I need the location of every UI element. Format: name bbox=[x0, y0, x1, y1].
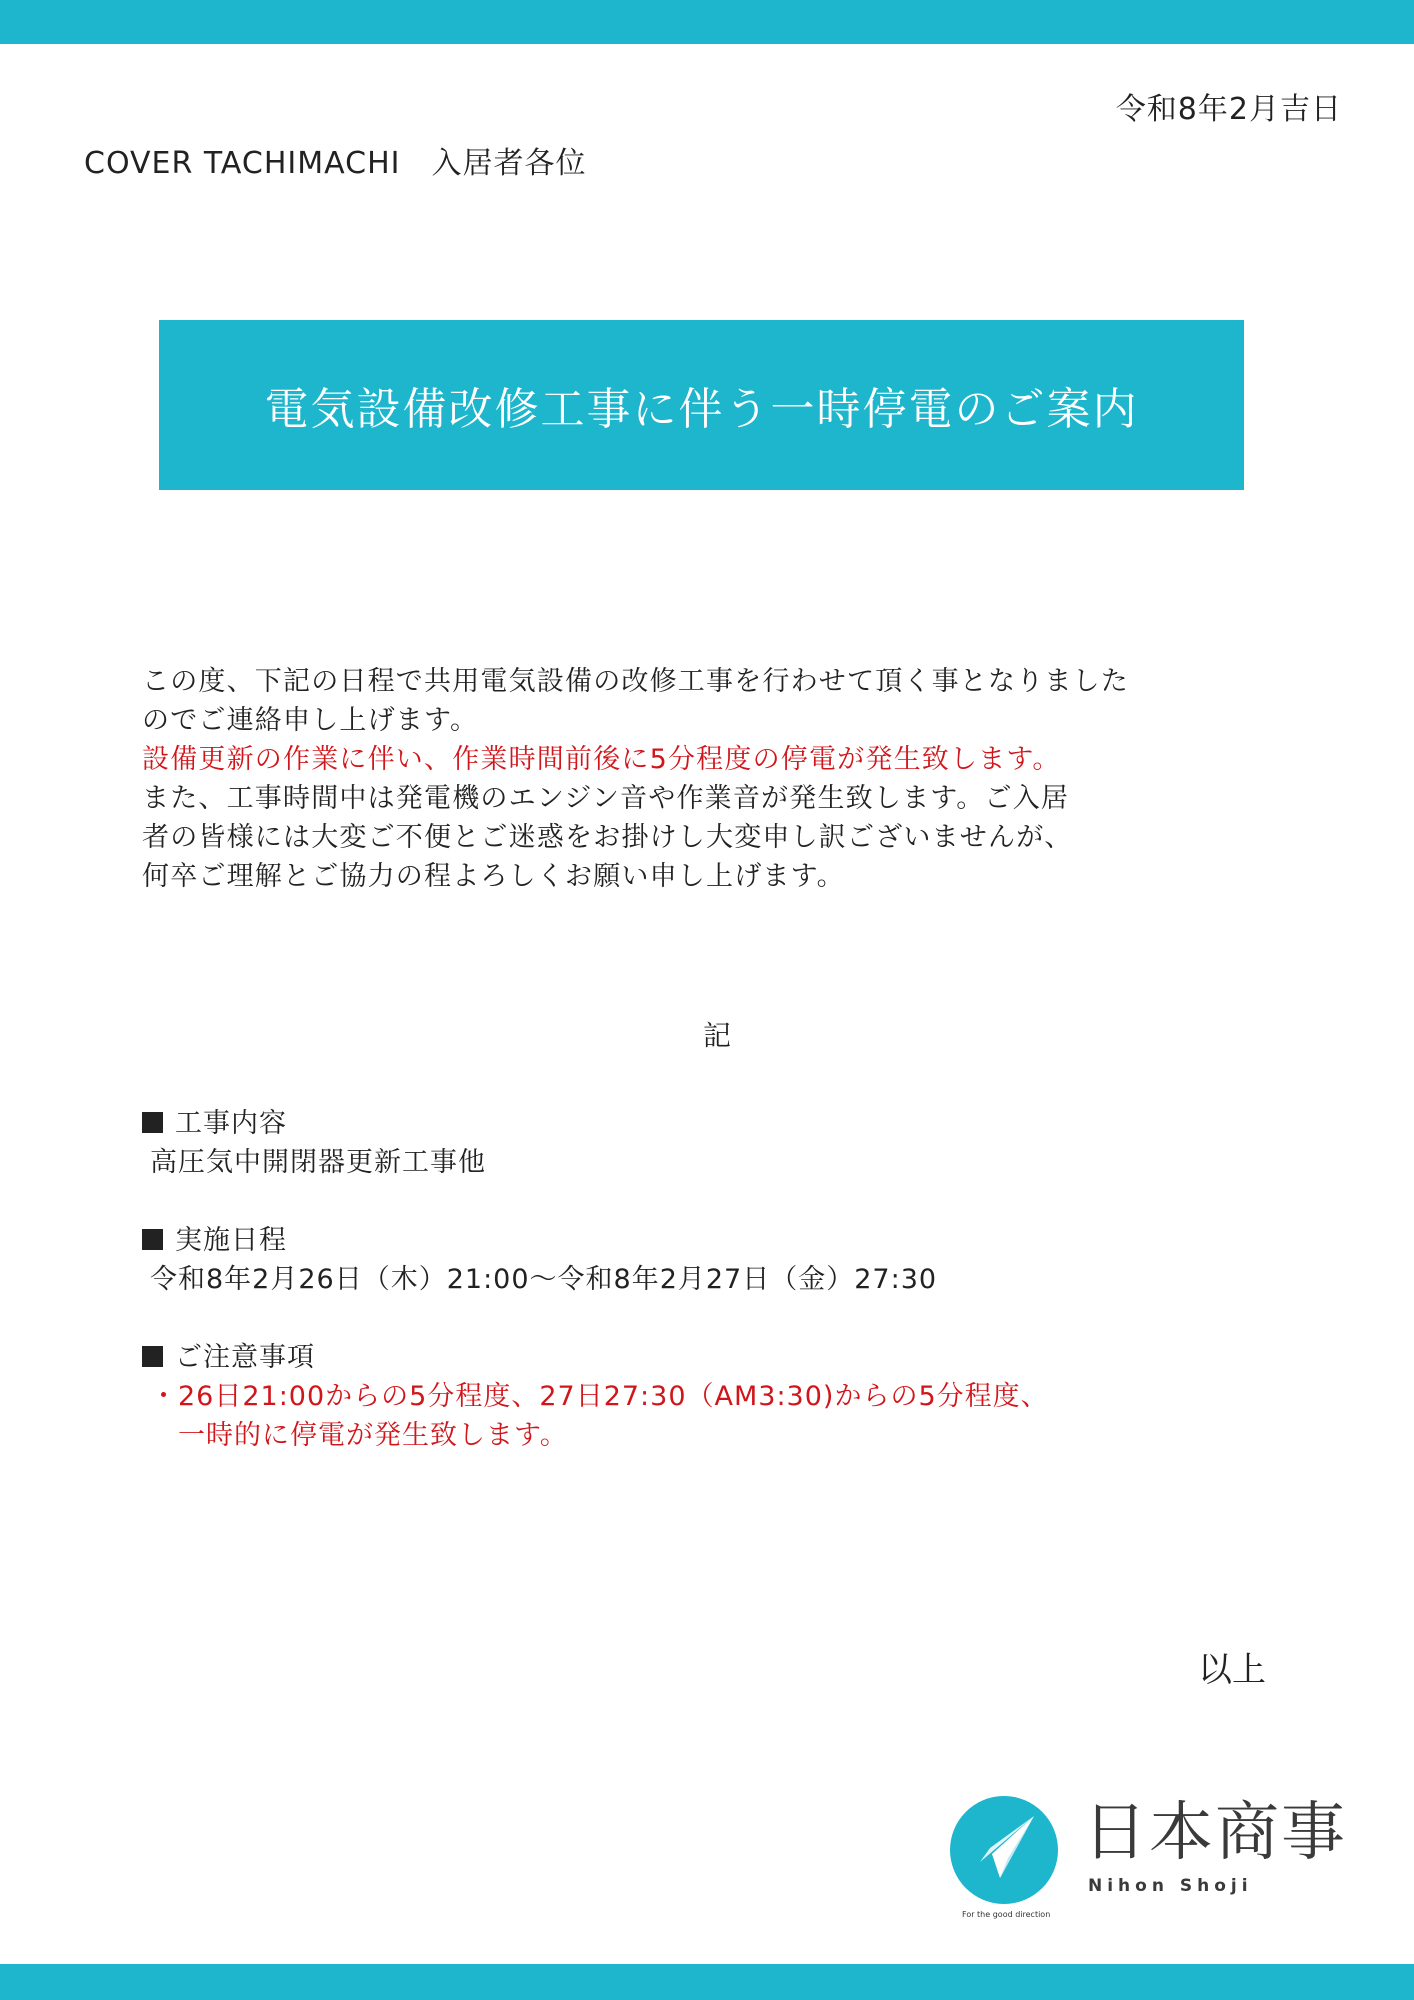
section-heading bbox=[142, 1221, 937, 1260]
body-line: また、工事時間中は発電機のエンジン音や作業音が発生致します。ご入居 bbox=[142, 783, 1070, 814]
logo-name: 日本商事 bbox=[1083, 1796, 1347, 1870]
square-bullet-icon bbox=[142, 1229, 163, 1250]
company-logo bbox=[950, 1792, 1350, 1922]
body-line: のでご連絡申し上げます。 bbox=[142, 705, 479, 736]
schedule-section bbox=[142, 1221, 937, 1299]
notes-section bbox=[142, 1338, 1049, 1455]
work-section bbox=[142, 1104, 486, 1182]
body-line: 何卒ご理解とご協力の程よろしくお願い申し上げます。 bbox=[142, 861, 845, 892]
notes-heading: ご注意事項 bbox=[175, 1342, 315, 1373]
notes-line: 一時的に停電が発生致します。 bbox=[150, 1420, 568, 1451]
bottom-accent-bar bbox=[0, 1964, 1414, 2000]
work-heading: 工事内容 bbox=[175, 1108, 287, 1139]
paper-plane-icon bbox=[950, 1796, 1058, 1904]
notice-title: 電気設備改修工事に伴う一時停電のご案内 bbox=[264, 384, 1139, 435]
square-bullet-icon bbox=[142, 1346, 163, 1367]
recipient-line: COVER TACHIMACHI 入居者各位 bbox=[84, 146, 587, 181]
logo-romaji: Nihon Shoji bbox=[1088, 1876, 1253, 1896]
title-banner bbox=[159, 320, 1244, 490]
notes-line: ・26日21:00からの5分程度、27日27:30（AM3:30)からの5分程度、 bbox=[150, 1381, 1049, 1412]
top-accent-bar bbox=[0, 0, 1414, 44]
notice-body bbox=[142, 662, 1272, 896]
body-line: 者の皆様には大変ご不便とご迷惑をお掛けし大変申し訳ございませんが、 bbox=[142, 822, 1073, 853]
section-heading bbox=[142, 1338, 1049, 1377]
square-bullet-icon bbox=[142, 1112, 163, 1133]
highlight-line: 設備更新の作業に伴い、作業時間前後に5分程度の停電が発生致します。 bbox=[142, 744, 1061, 775]
body-line: この度、下記の日程で共用電気設備の改修工事を行わせて頂く事となりました bbox=[142, 666, 1129, 697]
schedule-heading: 実施日程 bbox=[175, 1225, 287, 1256]
notice-date: 令和8年2月吉日 bbox=[1115, 92, 1342, 127]
logo-tagline: For the good direction bbox=[962, 1910, 1051, 1919]
section-heading bbox=[142, 1104, 486, 1143]
ki-heading: 記 bbox=[702, 1019, 731, 1052]
logo-circle bbox=[950, 1796, 1058, 1904]
work-value: 高圧気中開閉器更新工事他 bbox=[150, 1147, 486, 1178]
ijou-closing: 以上 bbox=[1198, 1650, 1266, 1690]
schedule-value: 令和8年2月26日（木）21:00〜令和8年2月27日（金）27:30 bbox=[150, 1264, 938, 1295]
